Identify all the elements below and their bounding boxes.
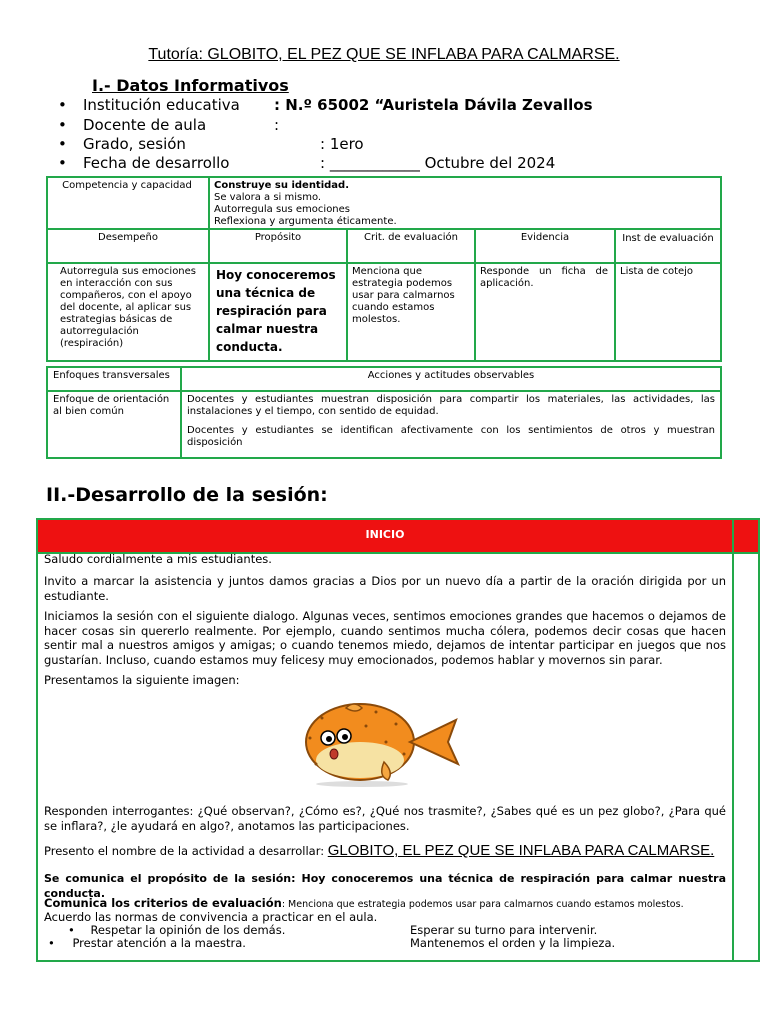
header-evidencia: Evidencia [476, 230, 616, 264]
norm-item [68, 923, 285, 937]
bullet-icon: • [58, 96, 67, 114]
enfoques-header-left: Enfoques transversales [48, 368, 182, 392]
norm-text: Respetar la opinión de los demás. [90, 923, 286, 937]
info-value: : N.º 65002 “Auristela Dávila Zevallos [274, 96, 593, 114]
paragraph-proposito: Se comunica el propósito de la sesión: Hoy conoceremos una técnica de respiración para calmar nuestra conducta. [44, 872, 726, 900]
bullet-icon: • [58, 116, 67, 134]
criterios-label: Comunica los criterios de evaluación [44, 896, 282, 910]
competencia-label: Competencia y capacidad [48, 178, 210, 230]
enfoques-header-right: Acciones y actitudes observables [182, 368, 720, 392]
cell-criterio: Menciona que estrategia podemos usar para calmarnos cuando estamos molestos. [348, 264, 476, 360]
bullet-icon: • [68, 923, 75, 937]
cell-evidencia: Responde un ficha de aplicación. [476, 264, 616, 360]
norm-item: Esperar su turno para intervenir. [410, 923, 598, 937]
header-proposito: Propósito [210, 230, 348, 264]
competencia-line: Se valora a si mismo. [214, 192, 322, 203]
info-label: Docente de aula [83, 116, 207, 134]
norm-item: Mantenemos el orden y la limpieza. [410, 936, 616, 950]
section-heading-informativos: I.- Datos Informativos [92, 76, 289, 95]
paragraph-dialogo: Iniciamos la sesión con el siguiente dialogo. Algunas veces, sentimos emociones grandes que hacemos o dejamos de hacer cosas sin quererlo realmente. Por ejemplo, cuando sentimos mucha cólera, podemos decir cosas que hacen sentir mal a nuestros amigos y amigas; o cuando tenemos miedo, dejamos de intentar participar en juegos que nos gustarían. Incluso, cuando estamos muy felicesy muy emocionados, podemos hablar y movernos sin parar. [44, 609, 726, 667]
info-label: Grado, sesión [83, 135, 186, 153]
enfoques-right [182, 392, 720, 457]
cell-desempeno: Autorregula sus emociones en interacción con sus compañeros, con el apoyo del docente, al aplicar sus estrategias básicas de autorregulación (respiración) [48, 264, 210, 360]
enfoques-action-1: Docentes y estudiantes muestran disposición para compartir los materiales, las actividades, las instalaciones y el tiempo, con sentido de equidad. [187, 394, 715, 417]
competencia-content [210, 178, 720, 230]
bullet-icon: • [58, 135, 67, 153]
norm-item [48, 936, 246, 950]
norm-text: Prestar atención a la maestra. [72, 936, 246, 950]
inicio-table [36, 518, 760, 962]
paragraph-saludo: Saludo cordialmente a mis estudiantes. [44, 552, 272, 566]
enfoques-action-2: Docentes y estudiantes se identifican afectivamente con los sentimientos de otros y muestran disposición [187, 425, 715, 448]
enfoques-table [46, 366, 722, 459]
section-heading-desarrollo: II.-Desarrollo de la sesión: [46, 484, 328, 506]
cell-instrumento: Lista de cotejo [620, 266, 694, 277]
paragraph-imagen: Presentamos la siguiente imagen: [44, 673, 240, 687]
info-value: : 1ero [320, 135, 364, 153]
info-value: : ____________ Octubre del 2024 [320, 154, 556, 172]
competencia-line: Autorregula sus emociones [214, 204, 351, 215]
header-instrumento: Inst de evaluación [616, 230, 720, 264]
criterios-text: : Menciona que estrategia podemos usar para calmarnos cuando estamos molestos. [281, 899, 684, 910]
competencia-line: Reflexiona y argumenta éticamente. [214, 216, 397, 227]
paragraph-asistencia: Invito a marcar la asistencia y juntos damos gracias a Dios por un nuevo día a partir de la oración dirigida por un estudiante. [44, 574, 726, 603]
info-value: : [274, 116, 280, 134]
header-criterio: Crit. de evaluación [348, 230, 476, 264]
page-title: Tutoría: GLOBITO, EL PEZ QUE SE INFLABA PARA CALMARSE. [148, 46, 620, 63]
info-label: Fecha de desarrollo [83, 154, 230, 172]
info-label: Institución educativa [83, 96, 240, 114]
bullet-icon: • [58, 154, 67, 172]
pufferfish-icon [286, 698, 466, 788]
competencia-title: Construye su identidad. [214, 180, 350, 191]
inicio-header-side [734, 520, 758, 552]
bullet-icon: • [48, 936, 55, 950]
inicio-header: INICIO [38, 520, 732, 552]
actividad-prefix: Presento el nombre de la actividad a desarrollar: [44, 844, 328, 858]
paragraph-normas: Acuerdo las normas de convivencia a practicar en el aula. [44, 910, 378, 924]
cell-proposito: Hoy conoceremos una técnica de respiración para calmar nuestra conducta. [210, 264, 348, 360]
enfoques-left: Enfoque de orientación al bien común [48, 392, 182, 457]
paragraph-actividad [44, 844, 726, 859]
header-desempeno: Desempeño [48, 230, 210, 264]
paragraph-interrogantes: Responden interrogantes: ¿Qué observan?, ¿Cómo es?, ¿Qué nos trasmite?, ¿Sabes qué es un pez globo?, ¿Para qué se inflara?, ¿le ayudará en algo?, anotamos las participaciones. [44, 804, 726, 833]
competencia-table [46, 176, 722, 362]
actividad-title: GLOBITO, EL PEZ QUE SE INFLABA PARA CALMARSE. [327, 842, 715, 859]
column-divider [732, 520, 734, 960]
